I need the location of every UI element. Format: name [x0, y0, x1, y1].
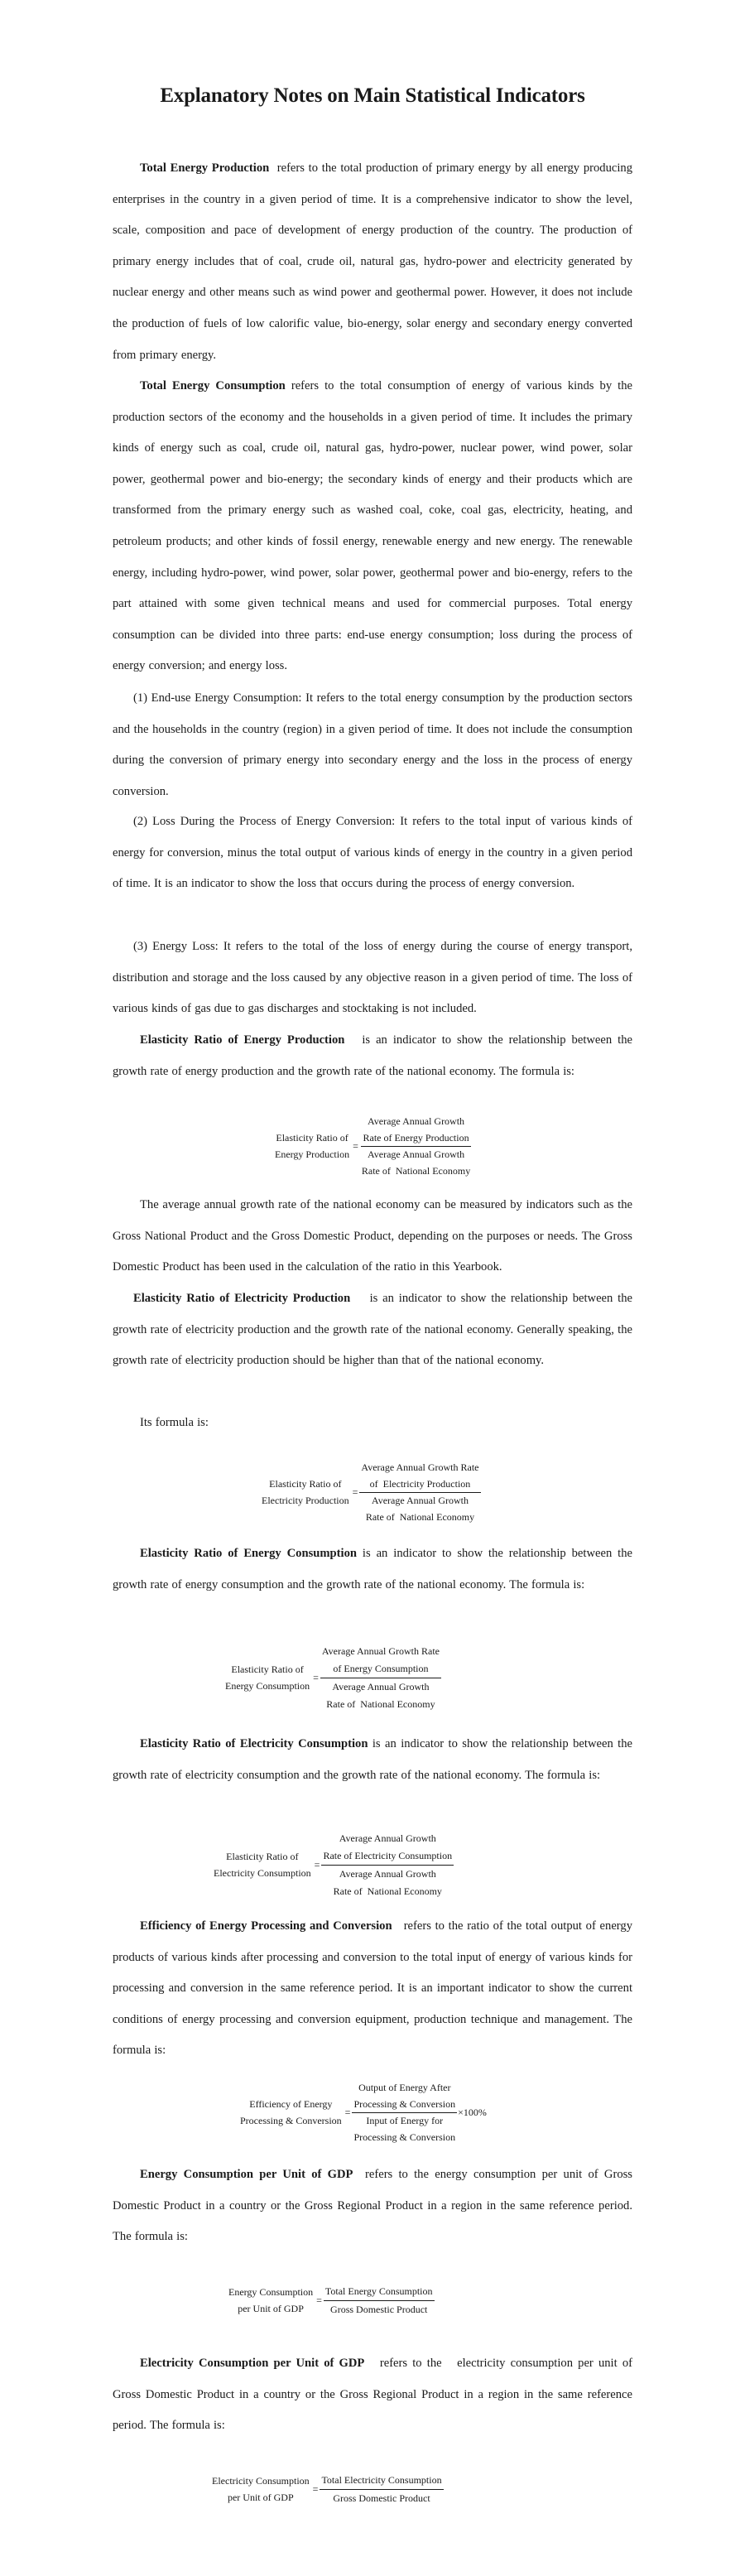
fraction-denominator — [364, 1493, 476, 1525]
equals-sign: = — [352, 1485, 358, 1498]
equals-sign: = — [353, 1139, 358, 1152]
term-electricity-per-gdp: Electricity Consumption per Unit of GDP — [140, 2357, 365, 2370]
fraction-numerator — [352, 2080, 457, 2113]
paragraph-elasticity-electricity-production — [113, 1283, 637, 1377]
paragraph-total-energy-production — [113, 153, 637, 371]
numerator-line: Average Annual Growth Rate — [361, 1461, 479, 1473]
numerator-line: Output of Energy After — [358, 2082, 451, 2093]
equals-sign: = — [316, 2294, 322, 2306]
denominator-line: Processing & Conversion — [353, 2131, 456, 2143]
formula-fraction — [360, 1114, 472, 1179]
formula-fraction — [359, 1460, 480, 1525]
term-elasticity-electricity-consumption: Elasticity Ratio of Electricity Consumption — [140, 1737, 368, 1750]
equals-sign: = — [314, 1858, 320, 1871]
formula-lhs — [212, 2473, 310, 2506]
formula-lhs-line: per Unit of GDP — [227, 2491, 294, 2503]
paragraph-total-energy-consumption — [113, 371, 632, 682]
denominator-line: Gross Domestic Product — [330, 2304, 428, 2315]
formula-lhs — [275, 1130, 349, 1163]
paragraph-formula-intro — [113, 1408, 632, 1439]
fraction-numerator — [359, 1460, 480, 1493]
definition-text: (1) End-use Energy Consumption: It refers to the total energy consumption by the production sectors and the households in the country (region) in a given period of time. It does not include the consumption during the conversion of primary energy into secondary energy and the loss in the process of energy conversion. — [113, 691, 632, 798]
formula-lhs — [228, 2285, 313, 2317]
formula-fraction — [320, 1643, 441, 1713]
formula-elasticity-electricity-production — [262, 1460, 481, 1525]
term-efficiency-processing: Efficiency of Energy Processing and Conversion — [140, 1919, 392, 1933]
formula-lhs-line: per Unit of GDP — [238, 2302, 304, 2314]
formula-fraction — [321, 1830, 454, 1900]
definition-text: The average annual growth rate of the national economy can be measured by indicators such as the Gross National Product and the Gross Domestic Product, depending on the purposes or needs. The Gross Domestic Product has been used in the calculation of the ratio in this Yearbook. — [113, 1198, 632, 1274]
denominator-line: Rate of National Economy — [365, 1510, 475, 1523]
definition-text: refers to the total production of primary energy by all energy producing enterprises in the country in a given period of time. It is a comprehensive indicator to show the level, scale, composition and pace of development of energy production of the country. The production of primary energy includes that of coal, crude oil, natural gas, hydro-power and electricity generated by nuclear energy and other means such as wind power and geothermal power. However, it does not include the production of fuels of low calorific value, bio-energy, solar energy and secondary energy converted from primary energy. — [113, 161, 637, 362]
formula-fraction — [324, 2283, 435, 2318]
fraction-denominator — [360, 1147, 472, 1179]
paragraph-average-growth-note — [113, 1190, 632, 1283]
definition-text: is an indicator to show the relationship between the growth rate of energy consumption and the growth rate of the national economy. The formula is: — [113, 1547, 632, 1591]
fraction-numerator — [321, 1830, 454, 1866]
percent-multiplier: ×100% — [458, 2106, 487, 2118]
fraction-numerator — [320, 2472, 443, 2490]
fraction-denominator — [331, 2490, 431, 2507]
fraction-numerator — [320, 1643, 441, 1678]
numerator-line: Processing & Conversion — [353, 2097, 456, 2110]
page-title: Explanatory Notes on Main Statistical Indicators — [160, 84, 585, 107]
term-elasticity-electricity-production: Elasticity Ratio of Electricity Production — [133, 1292, 351, 1305]
denominator-line: Gross Domestic Product — [333, 2492, 430, 2504]
formula-lhs-line: Energy Production — [275, 1148, 350, 1160]
formula-lhs-line: Elasticity Ratio of — [276, 1132, 348, 1144]
denominator-line: Average Annual Growth — [332, 1681, 430, 1692]
paragraph-efficiency-processing — [113, 1911, 637, 2067]
fraction-denominator — [332, 1866, 444, 1900]
paragraph-end-use-energy-consumption — [113, 683, 632, 807]
formula-lhs-line: Elasticity Ratio of — [269, 1478, 342, 1490]
formula-efficiency-processing — [240, 2080, 487, 2145]
numerator-line: of Electricity Production — [369, 1477, 471, 1490]
fraction-numerator — [324, 2283, 435, 2301]
term-elasticity-energy-production: Elasticity Ratio of Energy Production — [140, 1033, 345, 1047]
numerator-line: of Energy Consumption — [333, 1663, 429, 1674]
formula-lhs — [214, 1849, 311, 1881]
fraction-denominator — [352, 2113, 457, 2145]
formula-lhs-line: Electricity Production — [262, 1494, 349, 1506]
formula-lhs-line: Energy Consumption — [228, 2286, 314, 2298]
denominator-line: Rate of National Economy — [326, 1698, 435, 1710]
paragraph-electricity-per-gdp — [113, 2348, 637, 2442]
formula-lhs — [225, 1662, 310, 1694]
paragraph-elasticity-electricity-consumption — [113, 1729, 632, 1791]
equals-sign: = — [313, 1671, 319, 1683]
formula-electricity-per-gdp — [212, 2472, 444, 2507]
formula-lhs-line: Efficiency of Energy — [249, 2098, 333, 2110]
paragraph-elasticity-energy-consumption — [113, 1538, 632, 1601]
formula-lhs-line: Elasticity Ratio of — [226, 1851, 299, 1862]
equals-sign: = — [344, 2106, 351, 2118]
paragraph-loss-during-conversion — [113, 807, 632, 900]
definition-text: (2) Loss During the Process of Energy Conversion: It refers to the total input of various kinds of energy for conversion, minus the total output of various kinds of energy in the country in a given period of time. It is an indicator to show the loss that occurs during the process of energy conversion. — [113, 815, 632, 891]
definition-text: refers to the total consumption of energy of various kinds by the production sectors of the economy and the households in a given period of time. It includes the primary kinds of energy such as coal, crude oil, natural gas, hydro-power, nuclear power, wind power, solar power, geothermal power and bio-energy; the secondary kinds of energy and their products which are transformed from the primary energy such as washed coal, coke, coal gas, electricity, heating, and petroleum products; and other kinds of fossil energy, renewable energy and new energy. The renewable energy, including hydro-power, wind power, solar power, geothermal power and bio-energy, refers to the part attained with some given technical means and used for commercial purposes. Total energy consumption can be divided into three parts: end-use energy consumption; loss during the process of energy conversion; and energy loss. — [113, 379, 632, 673]
definition-text: is an indicator to show the relationship between the growth rate of electricity consumption and the growth rate of the national economy. The formula is: — [113, 1737, 632, 1782]
numerator-line: Average Annual Growth — [339, 1832, 436, 1844]
formula-elasticity-energy-consumption — [225, 1643, 441, 1713]
denominator-line: Average Annual Growth — [368, 1148, 465, 1160]
paragraph-energy-per-gdp — [113, 2160, 637, 2253]
formula-energy-per-gdp — [228, 2283, 435, 2318]
formula-lhs-line: Electricity Consumption — [212, 2475, 310, 2487]
numerator-line: Rate of Electricity Consumption — [323, 1850, 453, 1861]
denominator-line: Average Annual Growth — [339, 1868, 436, 1880]
definition-text: is an indicator to show the relationship between the growth rate of electricity production and the growth rate of the national economy. Generally speaking, the growth rate of electricity production should be higher than that of the national economy. — [113, 1292, 637, 1368]
formula-lhs-line: Energy Consumption — [225, 1679, 310, 1692]
formula-lhs — [262, 1476, 349, 1509]
formula-elasticity-electricity-consumption — [214, 1830, 454, 1900]
fraction-denominator — [329, 2301, 429, 2318]
numerator-line: Total Energy Consumption — [324, 2285, 433, 2297]
term-energy-per-gdp: Energy Consumption per Unit of GDP — [140, 2168, 353, 2181]
formula-fraction — [320, 2472, 443, 2507]
formula-lhs — [240, 2097, 342, 2129]
fraction-numerator — [361, 1114, 470, 1147]
equals-sign: = — [312, 2482, 319, 2495]
numerator-line: Average Annual Growth Rate — [321, 1645, 440, 1657]
denominator-line: Average Annual Growth — [371, 1495, 469, 1506]
formula-intro-text: Its formula is: — [140, 1416, 209, 1429]
formula-fraction — [352, 2080, 457, 2145]
formula-lhs-line: Electricity Consumption — [214, 1866, 311, 1879]
definition-text: (3) Energy Loss: It refers to the total of the loss of energy during the course of energy transport, distribution and storage and the loss caused by any objective reason in a given period of time. The loss of various kinds of gas due to gas discharges and stocktaking is not included. — [113, 940, 632, 1016]
definition-text: refers to the electricity consumption per unit of Gross Domestic Product in a country or the Gross Regional Product in a region in the same reference period. The formula is: — [113, 2357, 637, 2433]
numerator-line: Total Electricity Consumption — [321, 2474, 442, 2486]
paragraph-elasticity-energy-production — [113, 1025, 637, 1087]
denominator-line: Input of Energy for — [366, 2115, 444, 2126]
term-total-energy-consumption: Total Energy Consumption — [140, 379, 286, 392]
fraction-denominator — [324, 1678, 436, 1713]
numerator-line: Rate of Energy Production — [363, 1131, 469, 1144]
denominator-line: Rate of National Economy — [361, 1164, 471, 1177]
formula-elasticity-energy-production — [275, 1114, 472, 1179]
term-elasticity-energy-consumption: Elasticity Ratio of Energy Consumption — [140, 1547, 357, 1560]
definition-text: refers to the energy consumption per unit of Gross Domestic Product in a country or the Gross Regional Product in a region in the same reference period. The formula is: — [113, 2168, 637, 2244]
definition-text: is an indicator to show the relationship between the growth rate of energy production and the growth rate of the national economy. The formula is: — [113, 1033, 637, 1078]
formula-lhs-line: Processing & Conversion — [240, 2114, 342, 2126]
numerator-line: Average Annual Growth — [367, 1115, 465, 1127]
paragraph-energy-loss — [113, 932, 632, 1025]
denominator-line: Rate of National Economy — [333, 1885, 442, 1897]
formula-lhs-line: Elasticity Ratio of — [231, 1664, 304, 1675]
term-total-energy-production: Total Energy Production — [140, 161, 270, 175]
definition-text: refers to the ratio of the total output of energy products of various kinds after processing and conversion to the total input of energy of various kinds for processing and conversion in the same reference period. It is an important indicator to show the current conditions of energy processing and conversion equipment, production technique and management. The formula is: — [113, 1919, 637, 2058]
